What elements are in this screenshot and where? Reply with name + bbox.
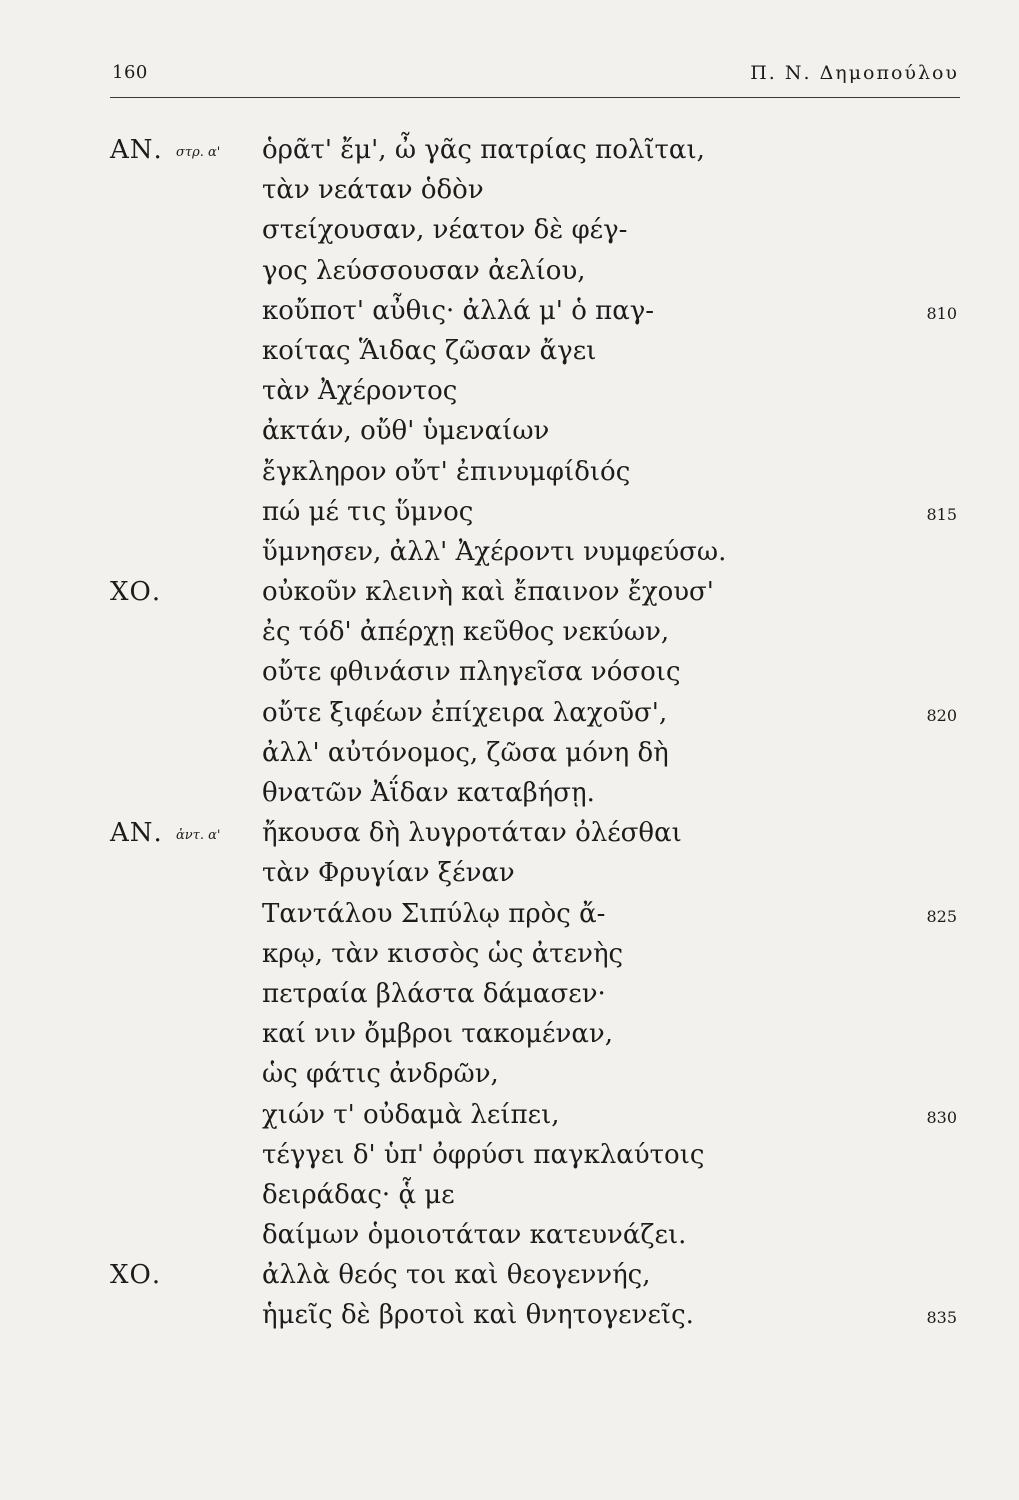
verse-text: ἡμεῖς δὲ βροτοὶ καὶ θνητογενεῖς. — [262, 1300, 694, 1331]
verse-text: θνατῶν Ἀΐδαν καταβήσῃ. — [262, 778, 595, 808]
verse-line — [0, 773, 1019, 813]
verse-line — [0, 532, 1019, 572]
verse-line — [0, 411, 1019, 451]
verse-text: κοίτας Ἅιδας ζῶσαν ἄγει — [262, 335, 597, 366]
verse-line — [0, 934, 1019, 974]
line-number: 825 — [926, 906, 957, 926]
verse-line — [0, 813, 1019, 853]
verse-line — [0, 492, 1019, 532]
verse-line — [0, 693, 1019, 733]
verse-line — [0, 331, 1019, 371]
verse-text: χιών τ' οὐδαμὰ λείπει, — [262, 1099, 560, 1130]
page-number: 160 — [112, 62, 148, 83]
speaker-label: ΑΝ. — [110, 818, 163, 849]
verse-text: τὰν Ἀχέροντος — [262, 376, 458, 407]
line-number: 820 — [926, 705, 957, 725]
verse-line — [0, 612, 1019, 652]
verse-line — [0, 652, 1019, 692]
verse-text: οὔτε ξιφέων ἐπίχειρα λαχοῦσ', — [262, 697, 668, 728]
verse-line — [0, 1054, 1019, 1094]
strophe-marker: στρ. α' — [176, 145, 221, 160]
verse-line — [0, 894, 1019, 934]
verse-text: ὕμνησεν, ἀλλ' Ἀχέροντι νυμφεύσω. — [262, 536, 727, 567]
verse-line — [0, 1295, 1019, 1335]
verse-line — [0, 974, 1019, 1014]
verse-text: ἔγκληρον οὔτ' ἐπινυμφίδιός — [262, 456, 631, 487]
verse-text: κρῳ, τὰν κισσὸς ὡς ἀτενὴς — [262, 938, 624, 969]
verse-text: στείχουσαν, νέατον δὲ φέγ- — [262, 215, 628, 246]
verse-line — [0, 1255, 1019, 1295]
verse-text: δειράδας· ᾇ με — [262, 1179, 455, 1210]
verse-line — [0, 572, 1019, 612]
verse-line — [0, 853, 1019, 893]
speaker-label: ΧΟ. — [110, 1260, 162, 1291]
verse-block — [0, 130, 1019, 1336]
verse-text: πώ μέ τις ὕμνος — [262, 496, 474, 527]
speaker-label: ΧΟ. — [110, 577, 162, 608]
verse-line — [0, 371, 1019, 411]
verse-text: ἀλλὰ θεός τοι καὶ θεογεννής, — [262, 1260, 651, 1291]
verse-text: οὔτε φθινάσιν πληγεῖσα νόσοις — [262, 657, 681, 688]
verse-line — [0, 1175, 1019, 1215]
verse-text: ἀλλ' αὐτόνομος, ζῶσα μόνη δὴ — [262, 737, 669, 768]
verse-text: τὰν νεάταν ὁδὸν — [262, 175, 484, 206]
verse-line — [0, 733, 1019, 773]
verse-line — [0, 1215, 1019, 1255]
verse-text: κοὔποτ' αὖθις· ἀλλά μ' ὁ παγ- — [262, 295, 655, 326]
verse-line — [0, 210, 1019, 250]
verse-line — [0, 1014, 1019, 1054]
line-number: 835 — [926, 1308, 957, 1328]
verse-text: καί νιν ὄμβροι τακομέναν, — [262, 1019, 613, 1050]
strophe-marker: ἀντ. α' — [176, 828, 221, 844]
verse-text: γος λεύσσουσαν ἀελίου, — [262, 255, 586, 286]
header-rule — [110, 97, 960, 98]
speaker-label: ΑΝ. — [110, 135, 163, 165]
verse-text: πετραία βλάστα δάμασεν· — [262, 978, 606, 1009]
verse-text: τέγγει δ' ὑπ' ὀφρύσι παγκλαύτοις — [262, 1139, 705, 1170]
verse-text: τὰν Φρυγίαν ξέναν — [262, 858, 515, 889]
verse-line — [0, 170, 1019, 210]
line-number: 815 — [926, 504, 957, 524]
verse-text: Ταντάλου Σιπύλῳ πρὸς ἄ- — [262, 898, 606, 929]
verse-line — [0, 130, 1019, 170]
verse-line — [0, 452, 1019, 492]
line-number: 810 — [926, 303, 957, 323]
verse-line — [0, 291, 1019, 331]
verse-line — [0, 251, 1019, 291]
running-head-author: Π. Ν. Δημοπούλου — [750, 62, 959, 84]
verse-text: οὐκοῦν κλεινὴ καὶ ἔπαινον ἔχουσ' — [262, 577, 714, 608]
verse-text: δαίμων ὁμοιοτάταν κατευνάζει. — [262, 1220, 687, 1251]
verse-text: ἐς τόδ' ἀπέρχῃ κεῦθος νεκύων, — [262, 617, 670, 648]
line-number: 830 — [926, 1107, 957, 1127]
verse-text: ἤκουσα δὴ λυγροτάταν ὀλέσθαι — [262, 818, 682, 849]
verse-text: ὁρᾶτ' ἔμ', ὦ γᾶς πατρίας πολῖται, — [262, 135, 705, 165]
verse-line — [0, 1095, 1019, 1135]
verse-line — [0, 1135, 1019, 1175]
verse-text: ὡς φάτις ἀνδρῶν, — [262, 1059, 499, 1090]
verse-text: ἀκτάν, οὔθ' ὑμεναίων — [262, 416, 550, 447]
